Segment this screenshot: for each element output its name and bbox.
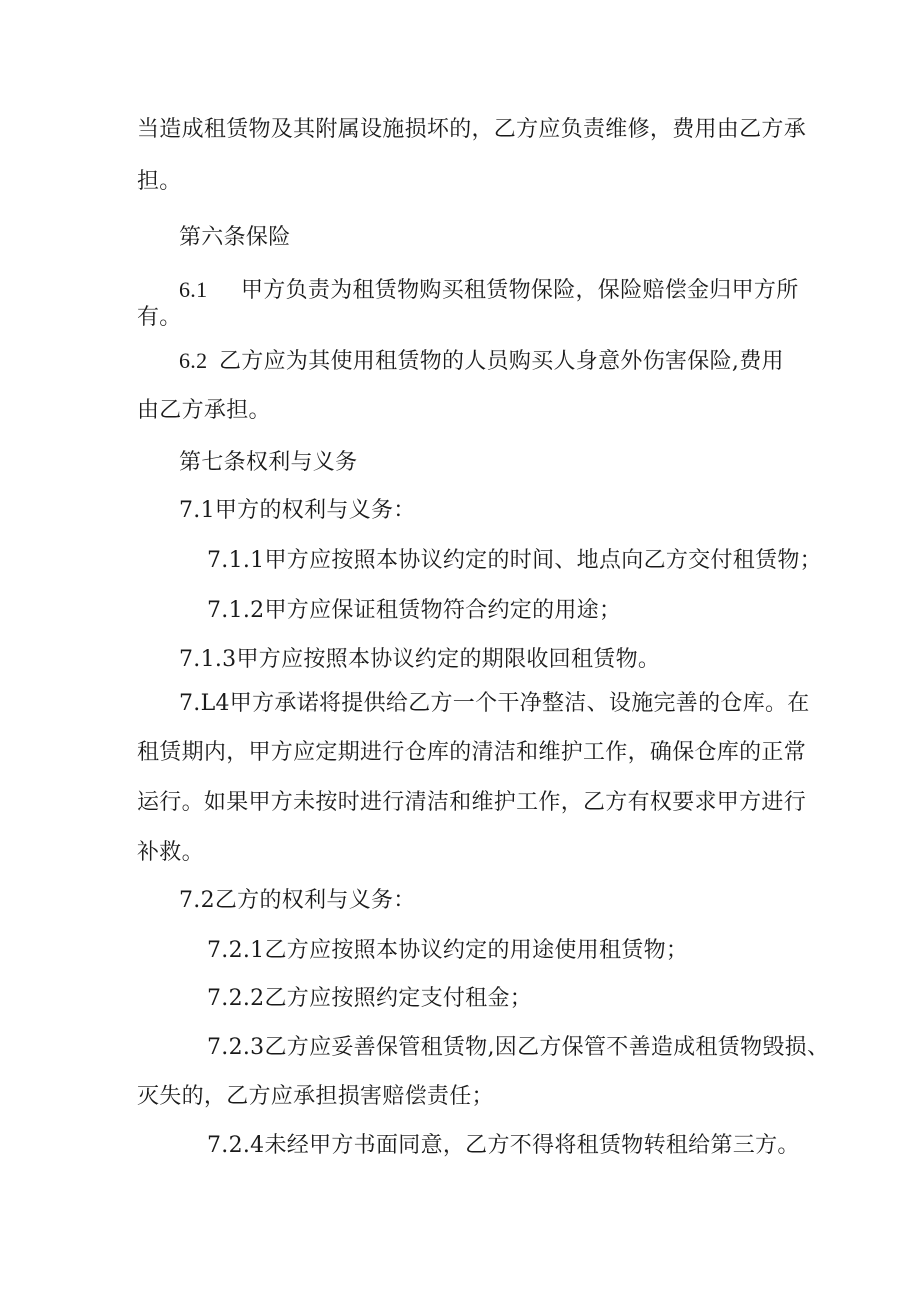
paragraph-line: 担。 <box>137 169 182 194</box>
paragraph-line: 补救。 <box>137 840 204 865</box>
section-heading: 第六条保险 <box>179 225 291 250</box>
paragraph-line: 7.1.1甲方应按照本协议约定的时间、地点向乙方交付租赁物； <box>207 548 822 573</box>
paragraph-line: 由乙方承担。 <box>137 398 271 423</box>
paragraph-line: 7.1.2甲方应保证租赁物符合约定的用途； <box>207 598 622 623</box>
paragraph-line <box>179 346 784 377</box>
paragraph-line: 有。 <box>137 305 182 330</box>
paragraph-line <box>179 275 799 306</box>
clause-number: 6.2 <box>179 348 208 373</box>
clause-text: 甲方负责为租赁物购买租赁物保险，保险赔偿金归甲方所 <box>241 278 799 303</box>
paragraph-line: 7.2乙方的权利与义务： <box>179 888 416 913</box>
paragraph-line: 7.1甲方的权利与义务： <box>179 498 416 523</box>
paragraph-line: 灭失的，乙方应承担损害赔偿责任； <box>137 1084 494 1109</box>
paragraph-line: 当造成租赁物及其附属设施损坏的，乙方应负责维修，费用由乙方承 <box>137 117 807 142</box>
paragraph-line: 租赁期内，甲方应定期进行仓库的清洁和维护工作，确保仓库的正常 <box>137 740 807 765</box>
clause-text: 乙方应为其使用租赁物的人员购买人身意外伤害保险,费用 <box>219 349 784 374</box>
paragraph-line: 7.2.1乙方应按照本协议约定的用途使用租赁物； <box>207 938 689 963</box>
paragraph-line: 7.L4甲方承诺将提供给乙方一个干净整洁、设施完善的仓库。在 <box>179 691 810 716</box>
paragraph-line: 7.2.3乙方应妥善保管租赁物,因乙方保管不善造成租赁物毁损、 <box>207 1035 830 1060</box>
paragraph-line: 7.2.2乙方应按照约定支付租金； <box>207 986 533 1011</box>
paragraph-line: 7.1.3甲方应按照本协议约定的期限收回租赁物。 <box>179 647 661 672</box>
paragraph-line: 7.2.4未经甲方书面同意，乙方不得将租赁物转租给第三方。 <box>207 1133 800 1158</box>
clause-number: 6.1 <box>179 277 208 302</box>
paragraph-line: 运行。如果甲方未按时进行清洁和维护工作，乙方有权要求甲方进行 <box>137 790 807 815</box>
section-heading: 第七条权利与义务 <box>179 450 358 475</box>
